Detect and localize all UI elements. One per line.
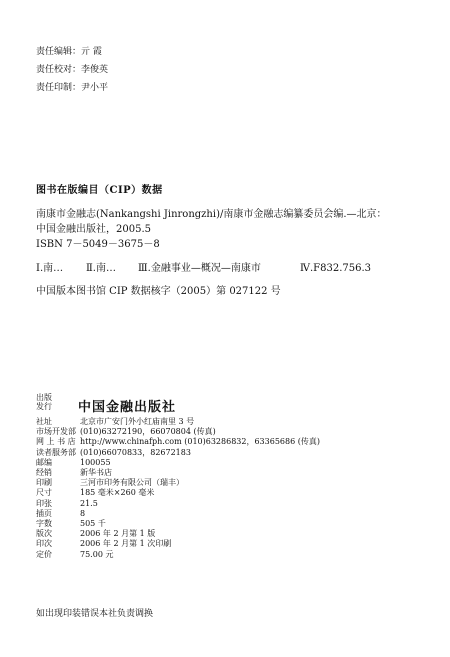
detail-value: 185 毫米×260 毫米 — [80, 488, 155, 498]
editor-credit-row — [36, 79, 108, 97]
detail-key: 读者服务部 — [36, 447, 76, 457]
credit-label: 责任编辑： — [36, 47, 82, 57]
detail-row — [36, 519, 320, 529]
class-entry: Ⅱ.南… — [86, 263, 116, 274]
detail-row — [36, 417, 320, 427]
credit-label: 责任印制： — [36, 83, 82, 93]
detail-value: 2006 年 2 月第 1 版 — [80, 529, 156, 539]
cip-title: 图书在版编目（CIP）数据 — [36, 185, 163, 196]
detail-row — [36, 458, 320, 468]
cip-line-isbn: ISBN 7－5049－3675－8 — [36, 239, 160, 250]
detail-value: (010)63272190，66070804 (传真) — [80, 427, 216, 437]
detail-value: http://www.chinafph.com (010)63286832，63365686 (传真) — [80, 437, 320, 447]
cip-line-title: 南康市金融志(Nankangshi Jinrongzhi)/南康市金融志编纂委员会编.—北京： — [36, 209, 387, 220]
publisher-header — [36, 393, 320, 415]
credit-value: 李俊英 — [81, 65, 109, 75]
detail-value: 新华书店 — [80, 468, 112, 478]
cip-line-publisher: 中国金融出版社，2005.5 — [36, 224, 151, 235]
credit-label: 责任校对： — [36, 65, 82, 75]
publisher-label-top: 出版 — [36, 393, 52, 402]
detail-row — [36, 427, 320, 437]
detail-key: 印刷 — [36, 478, 52, 488]
detail-key: 网 上 书 店 — [36, 437, 76, 447]
detail-value: 三河市印务有限公司（瑞丰） — [80, 478, 184, 488]
detail-value: 北京市广安门外小红庙南里 3 号 — [80, 417, 195, 426]
detail-row — [36, 437, 320, 447]
detail-row — [36, 529, 320, 539]
detail-key: 定价 — [36, 549, 52, 559]
class-entry: Ⅲ.金融事业—概况—南康市 — [138, 263, 261, 274]
credit-value: 亓 霞 — [81, 47, 102, 57]
publication-details — [36, 417, 320, 560]
editor-credit-row — [36, 43, 108, 61]
detail-key: 经销 — [36, 468, 52, 478]
detail-value: 100055 — [80, 457, 111, 467]
detail-row — [36, 468, 320, 478]
detail-value: 21.5 — [80, 498, 98, 508]
detail-key: 印次 — [36, 539, 52, 549]
editor-credit-row — [36, 61, 108, 79]
editor-credits — [36, 43, 108, 97]
detail-key: 字数 — [36, 519, 52, 529]
publisher-label — [36, 393, 56, 411]
detail-value: 75.00 元 — [80, 549, 114, 559]
cip-record-number: 中国版本图书馆 CIP 数据核字（2005）第 027122 号 — [36, 286, 281, 297]
credit-value: 尹小平 — [81, 83, 109, 93]
detail-value: 2006 年 2 月第 1 次印刷 — [80, 539, 172, 549]
detail-key: 尺寸 — [36, 488, 52, 498]
replacement-notice: 如出现印装错误本社负责调换 — [36, 609, 154, 619]
cip-classification — [36, 259, 371, 274]
publisher-logo: 中国金融出版社 — [78, 400, 177, 415]
detail-row — [36, 550, 320, 560]
detail-key: 印张 — [36, 498, 52, 508]
detail-row — [36, 539, 320, 549]
class-entry: Ⅰ.南… — [36, 263, 64, 274]
detail-row — [36, 478, 320, 488]
detail-row — [36, 499, 320, 509]
cip-record — [36, 207, 428, 252]
detail-key: 市场开发部 — [36, 427, 76, 437]
detail-value: (010)66070833，82672183 — [80, 447, 191, 457]
detail-value: 505 千 — [80, 519, 106, 529]
detail-row — [36, 509, 320, 519]
publisher-block — [36, 393, 320, 560]
publisher-label-bottom: 发行 — [36, 402, 52, 411]
detail-value: 8 — [80, 508, 86, 518]
detail-key: 邮编 — [36, 457, 52, 467]
detail-row — [36, 488, 320, 498]
detail-key: 社址 — [36, 417, 52, 426]
class-entry: Ⅳ.F832.756.3 — [300, 263, 372, 274]
detail-key: 版次 — [36, 529, 52, 539]
detail-row — [36, 448, 320, 458]
detail-key: 插页 — [36, 508, 52, 518]
